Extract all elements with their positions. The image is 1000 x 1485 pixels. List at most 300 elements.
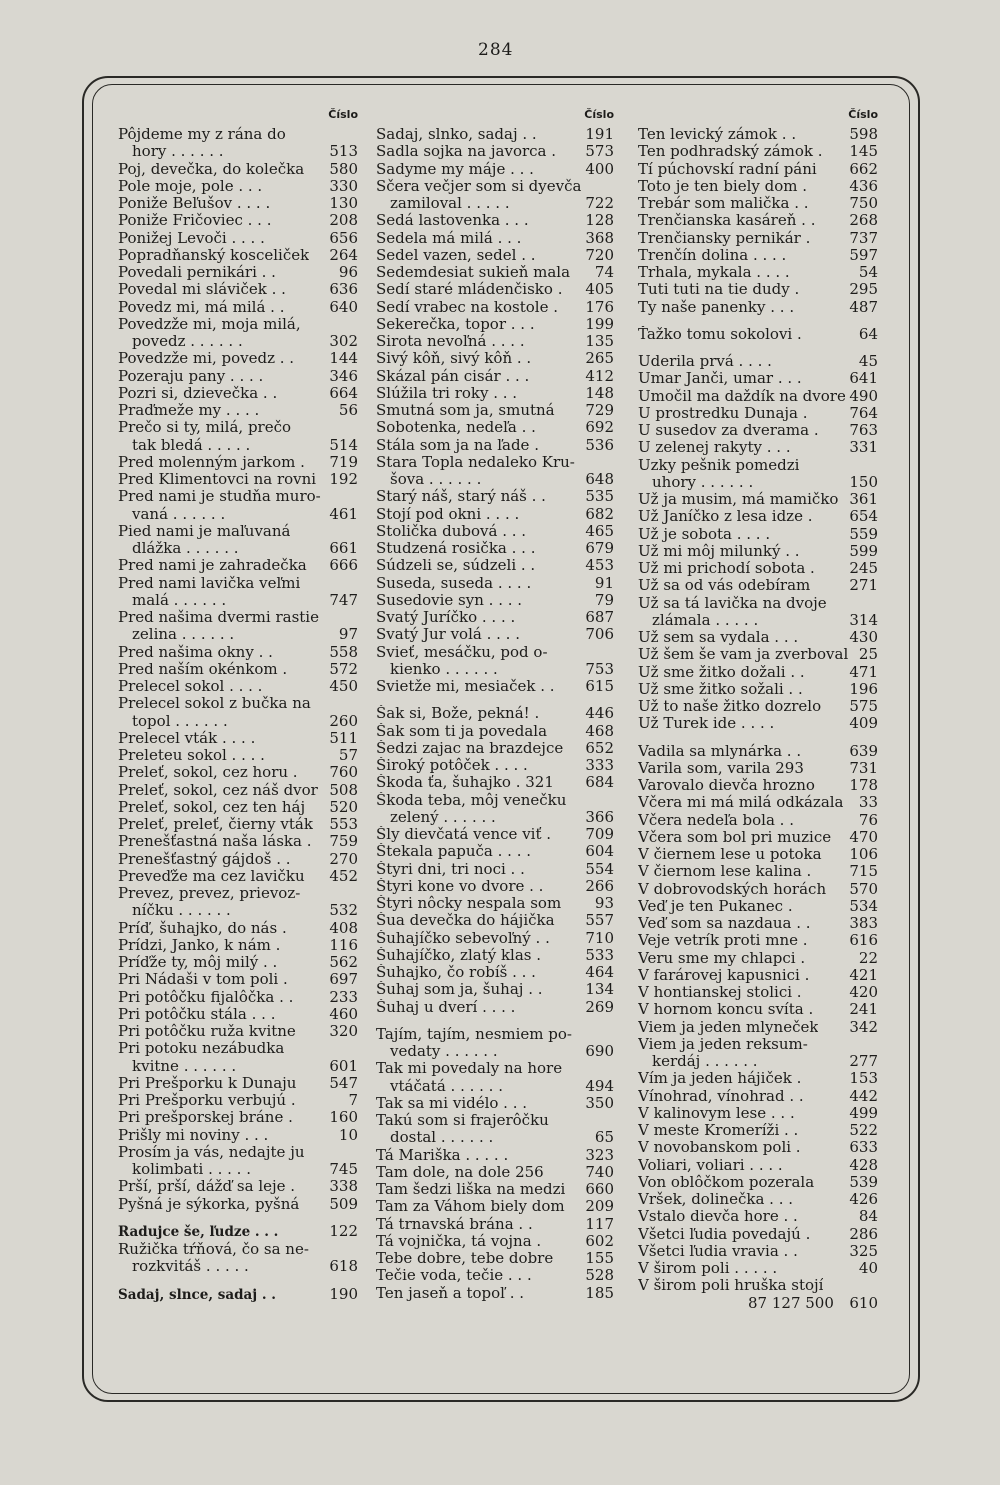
index-entry: [638, 405, 878, 422]
entry-number: 209: [585, 1198, 614, 1216]
index-entry: [118, 575, 358, 592]
index-entry: [376, 557, 614, 574]
entry-title: Vínohrad, vínohrad . .: [638, 1087, 804, 1105]
index-entry: [376, 143, 614, 160]
entry-number: 117: [585, 1215, 614, 1233]
entry-title: Ružička tŕňová, čo sa ne-: [118, 1241, 309, 1258]
index-entry: [118, 1040, 358, 1057]
entry-title: Svieť, mesáčku, pod o-: [376, 643, 548, 661]
index-entry: [638, 595, 878, 612]
index-column-3: [638, 104, 878, 1312]
entry-title: Šak si, Bože, pekná! .: [376, 705, 540, 723]
index-entry: [118, 437, 358, 454]
index-entry: [376, 626, 614, 643]
section-gap: [376, 1016, 614, 1026]
index-entry: [118, 989, 358, 1006]
entry-title: Prelecel sokol z bučka na: [118, 695, 311, 713]
entry-title: Prelecel vták . . . .: [118, 729, 256, 747]
entry-title: uhory . . . . . .: [652, 473, 754, 491]
entry-number: 460: [329, 1005, 358, 1023]
entry-title: Sobotenka, nedeľa . .: [376, 419, 536, 437]
entry-title: Svatý Juríčko . . . .: [376, 609, 516, 626]
entry-number: 513: [329, 143, 358, 161]
index-entry: [638, 299, 878, 316]
index-entry: [638, 1260, 878, 1277]
entry-number: 654: [849, 508, 878, 526]
entry-number: 580: [329, 160, 358, 178]
index-entry: [638, 1088, 878, 1105]
index-entry: [118, 161, 358, 178]
entry-number: 323: [585, 1146, 614, 1164]
index-entry: [376, 437, 614, 454]
entry-title: Svietže mi, mesiaček . .: [376, 678, 555, 695]
entry-number: 471: [849, 663, 878, 681]
entry-number: 408: [329, 919, 358, 937]
entry-number: 633: [849, 1139, 878, 1157]
entry-title: V meste Kromeríži . .: [638, 1122, 799, 1139]
entry-title: Už ja musim, má mamičko: [638, 491, 839, 508]
entry-number: 533: [585, 946, 614, 964]
entry-title: Už mi prichodí sobota .: [638, 560, 815, 577]
index-entry: [118, 868, 358, 885]
index-entry: [376, 1181, 614, 1198]
index-entry: [118, 954, 358, 971]
section-gap: [376, 695, 614, 705]
entry-title: V širom poli . . . . .: [638, 1260, 778, 1277]
entry-title: Vstalo dievča hore . .: [638, 1208, 798, 1226]
entry-title: Šuhajíčko sebevoľný . .: [376, 929, 550, 947]
entry-title: zelený . . . . . .: [390, 808, 496, 826]
entry-title: Sadyme my máje . . .: [376, 160, 534, 178]
entry-number: 405: [585, 281, 614, 299]
entry-title: Ty naše panenky . . .: [638, 298, 795, 316]
entry-number: 428: [849, 1156, 878, 1174]
entry-title: V kalinovym lese . . .: [638, 1104, 795, 1122]
index-entry: [376, 774, 614, 791]
entry-title: Varovalo dievča hrozno: [638, 777, 815, 794]
entry-number: 465: [585, 522, 614, 540]
entry-title: V čiernom lese kalina .: [638, 863, 812, 881]
entry-number: 604: [585, 843, 614, 861]
entry-title: Viem ja jeden reksum-: [638, 1035, 808, 1053]
index-entry: [638, 760, 878, 777]
section-gap: [638, 733, 878, 743]
entry-number: 706: [585, 626, 614, 644]
entry-number: 153: [849, 1070, 878, 1088]
index-entry: [376, 1164, 614, 1181]
entry-number: 442: [849, 1087, 878, 1105]
index-entry: [376, 523, 614, 540]
entry-title: Uderila prvá . . . .: [638, 353, 772, 370]
entry-title: níčku . . . . . .: [132, 902, 231, 920]
entry-number: 509: [329, 1195, 358, 1213]
entry-title: Povedzže mi, moja milá,: [118, 315, 301, 333]
entry-title: kienko . . . . . .: [390, 660, 498, 678]
entry-number: 547: [329, 1074, 358, 1092]
index-entry: [118, 195, 358, 212]
index-entry: [376, 930, 614, 947]
index-entry: [376, 454, 614, 471]
entry-title: Už sme žitko dožali . .: [638, 663, 805, 681]
entry-title: Povedali pernikári . .: [118, 264, 276, 281]
index-entry: [376, 705, 614, 722]
entry-number: 160: [329, 1109, 358, 1127]
entry-title: zamiloval . . . . .: [390, 195, 510, 212]
entry-number: 664: [329, 384, 358, 402]
entry-number: 710: [585, 929, 614, 947]
index-entry: [118, 1161, 358, 1178]
index-entry: [118, 1092, 358, 1109]
entry-title: Svatý Jur volá . . . .: [376, 626, 520, 644]
entry-title: Trenčiansky pernikár .: [638, 229, 811, 247]
entry-title: Sedí vrabec na kostole .: [376, 298, 559, 316]
entry-title: Trenčianska kasáreň . .: [638, 212, 816, 230]
entry-number: 729: [585, 402, 614, 419]
entry-number: 346: [329, 367, 358, 385]
entry-number: 7: [348, 1092, 358, 1109]
index-entry: [118, 764, 358, 781]
column-header: Číslo: [848, 108, 878, 121]
entry-number: 557: [585, 912, 614, 930]
entry-number: 366: [585, 808, 614, 826]
index-entry: [638, 1277, 878, 1294]
entry-title: Ten jaseň a topoľ . .: [376, 1284, 525, 1302]
entry-title: Včera nedeľa bola . .: [638, 811, 794, 829]
entry-number: 597: [849, 246, 878, 264]
index-entry: [376, 678, 614, 695]
index-entry: [638, 629, 878, 646]
entry-number: 601: [329, 1057, 358, 1075]
entry-number: 508: [329, 781, 358, 799]
index-entry: [376, 792, 614, 809]
entry-number: 268: [849, 212, 878, 230]
entry-number: 764: [849, 404, 878, 422]
index-entry: [376, 247, 614, 264]
entry-title: Už sa tá lavička na dvoje: [638, 594, 827, 612]
entry-number: 185: [585, 1284, 614, 1302]
column-header: Číslo: [584, 108, 614, 121]
entry-number: 697: [329, 971, 358, 989]
index-column-2: [376, 104, 614, 1302]
entry-number: 522: [849, 1122, 878, 1139]
entry-title: Slúžila tri roky . . .: [376, 384, 518, 402]
entry-title: Pôjdeme my z rána do: [118, 126, 286, 143]
entry-number: 499: [849, 1104, 878, 1122]
index-entry: [118, 1223, 358, 1241]
entry-title: Popradňanský kosceliček: [118, 246, 310, 264]
entry-number: 520: [329, 798, 358, 816]
index-entry: [376, 1250, 614, 1267]
index-entry: [638, 777, 878, 794]
index-entry: [376, 723, 614, 740]
entry-title: V hontianskej stolici .: [638, 984, 802, 1001]
entry-number: 333: [585, 757, 614, 774]
entry-title: Šuhaj u dverí . . . .: [376, 998, 516, 1016]
entry-title: Ponižej Levoči . . . .: [118, 229, 265, 247]
entry-number: 661: [329, 540, 358, 557]
entry-number: 494: [585, 1077, 614, 1095]
index-entry: [638, 967, 878, 984]
entry-number: 715: [849, 863, 878, 881]
entry-number: 553: [329, 816, 358, 833]
index-entry: [118, 178, 358, 195]
entry-number: 130: [329, 195, 358, 212]
index-entry: [638, 812, 878, 829]
index-entry: [376, 178, 614, 195]
entry-title: V dobrovodských horách: [638, 880, 827, 898]
entry-number: 602: [585, 1232, 614, 1250]
entry-title: Tí púchovskí radní páni: [638, 160, 817, 178]
entry-title: V čiernem lese u potoka: [638, 846, 822, 863]
entry-number: 178: [849, 777, 878, 794]
entry-title: Pri potoku nezábudka: [118, 1040, 285, 1058]
entry-number: 155: [585, 1250, 614, 1267]
entry-number: 270: [329, 850, 358, 868]
entry-number: 361: [849, 491, 878, 508]
entry-number: 599: [849, 542, 878, 560]
entry-number: 76: [858, 811, 878, 829]
entry-number: 148: [585, 384, 614, 402]
entry-number: 350: [585, 1094, 614, 1112]
index-entry: [638, 664, 878, 681]
index-entry: [376, 661, 614, 678]
index-entry: [638, 230, 878, 247]
entry-title: Trhala, mykala . . . .: [638, 264, 790, 281]
index-entry: [118, 661, 358, 678]
entry-number: 660: [585, 1181, 614, 1198]
index-entry: [638, 353, 878, 370]
entry-number: 534: [849, 897, 878, 915]
entry-number: 720: [585, 246, 614, 264]
entry-title: Pred našima dvermi rastie: [118, 609, 319, 626]
index-entry: [376, 126, 614, 143]
entry-number: 684: [585, 774, 614, 792]
entry-number: 662: [849, 160, 878, 178]
index-entry: [118, 143, 358, 160]
entry-number: 639: [849, 742, 878, 760]
entry-number: 450: [329, 678, 358, 695]
entry-number: 539: [849, 1173, 878, 1191]
entry-title: Už Janíčko z lesa idze .: [638, 508, 813, 526]
entry-title: Preleť, preleť, čierny vták: [118, 816, 313, 833]
entry-title: Štyri dni, tri noci . .: [376, 860, 525, 878]
index-entry: [638, 247, 878, 264]
index-entry: [638, 281, 878, 298]
index-entry: [118, 402, 358, 419]
index-entry: [638, 195, 878, 212]
entry-number: 690: [585, 1043, 614, 1060]
entry-number: 266: [585, 877, 614, 895]
entry-number: 84: [858, 1208, 878, 1226]
entry-number: 314: [849, 611, 878, 629]
entry-title: Pred Klimentovci na rovni: [118, 471, 317, 488]
entry-number: 763: [849, 422, 878, 439]
index-entry: [638, 1070, 878, 1087]
index-entry: [376, 1112, 614, 1129]
index-entry: [376, 488, 614, 505]
entry-title: Príďže ty, môj milý . .: [118, 954, 278, 971]
entry-title: Pri prešporskej bráne .: [118, 1109, 293, 1127]
index-entry: [118, 299, 358, 316]
entry-number: 241: [849, 1001, 878, 1019]
entry-number: 747: [329, 591, 358, 609]
index-entry: [376, 1147, 614, 1164]
entry-number: 535: [585, 488, 614, 506]
entry-title: tak bledá . . . . .: [132, 436, 251, 454]
entry-title: Škoda teba, môj venečku: [376, 791, 567, 809]
entry-number: 572: [329, 660, 358, 678]
index-entry: [118, 1058, 358, 1075]
index-entry: [376, 299, 614, 316]
entry-title: Sedá lastovenka . . .: [376, 212, 529, 230]
index-entry: [638, 457, 878, 474]
index-entry: [118, 782, 358, 799]
entry-title: Tak sa mi vidélo . . .: [376, 1094, 528, 1112]
entry-title: vaná . . . . . .: [132, 505, 226, 523]
entry-number: 128: [585, 212, 614, 230]
entry-number: 436: [849, 177, 878, 195]
entry-title: Radujce še, ľudze . . .: [118, 1223, 279, 1240]
index-entry: [376, 161, 614, 178]
index-entry: [118, 281, 358, 298]
entry-number: 331: [849, 439, 878, 457]
entry-title: Včera som bol pri muzice: [638, 828, 832, 846]
entry-number: 554: [585, 860, 614, 878]
entry-number: 528: [585, 1267, 614, 1285]
entry-title: Varila som, varila 293: [638, 759, 804, 777]
entry-number: 122: [329, 1222, 358, 1240]
entry-number: 490: [849, 387, 878, 405]
entry-title: Už šem še vam ja zverboval: [638, 646, 849, 664]
index-entry: [118, 557, 358, 574]
entry-number: 575: [849, 698, 878, 715]
entry-number: 648: [585, 471, 614, 488]
entry-title: Štyri kone vo dvore . .: [376, 877, 544, 895]
entry-number: 453: [585, 557, 614, 575]
entry-number: 93: [594, 895, 614, 912]
entry-number: 750: [849, 195, 878, 212]
entry-title: Trenčín dolina . . . .: [638, 246, 787, 264]
entry-title: Sadaj, slnko, sadaj . .: [376, 126, 537, 143]
index-entry: [376, 333, 614, 350]
index-entry: [638, 984, 878, 1001]
entry-title: Poniže Fričoviec . . .: [118, 212, 272, 230]
entry-number: 570: [849, 880, 878, 898]
entry-number: 470: [849, 828, 878, 846]
entry-title: dostal . . . . . .: [390, 1129, 494, 1147]
entry-number: 610: [849, 1293, 878, 1312]
entry-title: Vím ja jeden hájiček .: [638, 1070, 802, 1088]
entry-number: 487: [849, 298, 878, 316]
entry-number: 430: [849, 629, 878, 646]
entry-number: 233: [329, 988, 358, 1006]
index-entry: [118, 747, 358, 764]
entry-number: 191: [585, 126, 614, 143]
index-entry: [376, 1060, 614, 1077]
entry-title: Široký potôček . . . .: [376, 757, 528, 774]
entry-title: Veď som sa nazdaua . .: [638, 915, 811, 932]
entry-title: Pred nami je studňa muro-: [118, 488, 321, 506]
index-entry: [118, 902, 358, 919]
section-gap: [638, 316, 878, 326]
entry-title: Tá vojnička, tá vojna .: [376, 1232, 542, 1250]
index-entry: [638, 212, 878, 229]
entry-title: vtáčatá . . . . . .: [390, 1077, 503, 1095]
entry-title: Pri potôčku fijalôčka . .: [118, 988, 294, 1006]
entry-title: Skázal pán cisár . . .: [376, 367, 530, 385]
entry-number: 682: [585, 505, 614, 523]
entry-number: 10: [338, 1126, 358, 1144]
entry-title: Už sem sa vydala . . .: [638, 629, 799, 646]
entry-title: Veru sme my chlapci .: [638, 949, 806, 967]
entry-number: 745: [329, 1161, 358, 1178]
entry-number: 461: [329, 505, 358, 523]
index-entry: [118, 609, 358, 626]
entry-title: Umočil ma daždík na dvore: [638, 387, 846, 405]
entry-number: 57: [338, 747, 358, 764]
final-reference-line: [638, 1295, 878, 1312]
entry-number: 692: [585, 419, 614, 437]
entry-title: V novobanskom poli .: [638, 1139, 801, 1157]
index-entry: [118, 626, 358, 643]
entry-title: Tečie voda, tečie . . .: [376, 1267, 532, 1285]
index-entry: [376, 947, 614, 964]
entry-title: Sedí staré mládenčisko .: [376, 281, 563, 299]
index-entry: [118, 454, 358, 471]
entry-number: 106: [849, 846, 878, 863]
entry-number: 464: [585, 964, 614, 981]
entry-title: Trebár som malička . .: [638, 195, 809, 212]
index-entry: [376, 1129, 614, 1146]
index-entry: [376, 809, 614, 826]
entry-title: zelina . . . . . .: [132, 626, 235, 644]
entry-title: Tak mi povedaly na hore: [376, 1060, 563, 1078]
entry-number: 330: [329, 177, 358, 195]
index-entry: [376, 964, 614, 981]
entry-number: 598: [849, 126, 878, 143]
entry-title: Ten levický zámok . .: [638, 126, 797, 143]
index-entry: [376, 1285, 614, 1302]
entry-title: Stara Topla nedaleko Kru-: [376, 453, 575, 471]
index-entry: [638, 474, 878, 491]
entry-number: 558: [329, 643, 358, 661]
index-entry: [638, 646, 878, 663]
entry-number: 514: [329, 436, 358, 454]
entry-title: Prenešťastný gájdoš . .: [118, 850, 291, 868]
entry-title: Ten podhradský zámok .: [638, 143, 823, 161]
entry-number: 40: [858, 1260, 878, 1277]
entry-title: Všetci ľudia vravia . .: [638, 1242, 798, 1260]
entry-title: Stojí pod okni . . . .: [376, 505, 520, 523]
index-entry: [118, 713, 358, 730]
entry-number: 116: [329, 936, 358, 954]
entry-title: Umar Janči, umar . . .: [638, 370, 802, 388]
index-entry: [376, 1267, 614, 1284]
entry-number: 536: [585, 436, 614, 454]
index-entry: [118, 920, 358, 937]
entry-refs: 87 127 500: [748, 1293, 834, 1312]
entry-number: 134: [585, 981, 614, 999]
entry-number: 722: [585, 195, 614, 212]
index-entry: [638, 126, 878, 143]
index-entry: [376, 826, 614, 843]
entry-number: 573: [585, 143, 614, 161]
index-entry: [118, 885, 358, 902]
entry-number: 277: [849, 1053, 878, 1070]
entry-title: Pyšná je sýkorka, pyšná: [118, 1195, 300, 1213]
index-entry: [376, 540, 614, 557]
index-entry: [118, 971, 358, 988]
